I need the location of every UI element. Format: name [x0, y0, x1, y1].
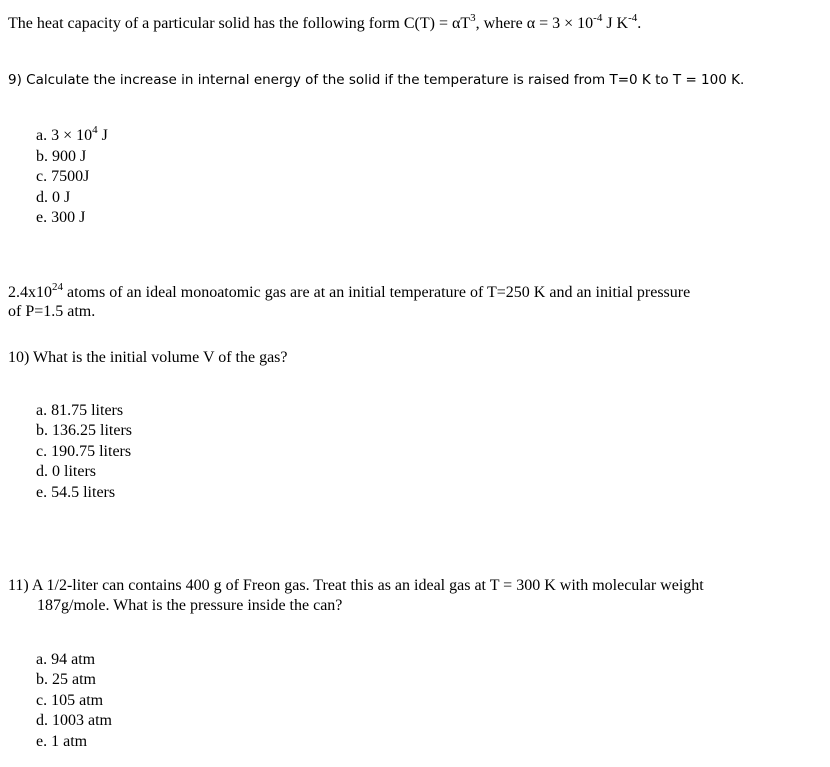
gas-line1-sup: 24 — [52, 281, 63, 293]
gas-line1-post: atoms of an ideal monoatomic gas are at an initial temperature of T=250 K and an initial pressure — [63, 284, 691, 301]
q11-option-a[interactable]: a. 94 atm — [36, 651, 96, 668]
gas-paragraph-line2: of P=1.5 atm. — [8, 303, 96, 320]
intro-exp-c: -4 — [628, 12, 638, 24]
q9-option-a[interactable] — [36, 126, 108, 147]
q9-option-a-sup: 4 — [92, 124, 98, 136]
q9-option-a-post: J — [97, 127, 108, 144]
intro-part-b: , where α = 3 × 10 — [475, 15, 594, 32]
intro-exp-a: 3 — [470, 12, 476, 24]
question-10: 10) What is the initial volume V of the gas? — [8, 349, 288, 366]
q11-option-b[interactable]: b. 25 atm — [36, 671, 96, 688]
q9-option-b[interactable]: b. 900 J — [36, 148, 87, 165]
q10-option-c[interactable]: c. 190.75 liters — [36, 443, 132, 460]
intro-part-a: The heat capacity of a particular solid has the following form C(T) = αT — [8, 15, 471, 32]
intro-text — [8, 14, 641, 35]
intro-exp-b: -4 — [593, 12, 603, 24]
q10-option-d[interactable]: d. 0 liters — [36, 463, 96, 480]
question-11-line1: 11) A 1/2-liter can contains 400 g of Freon gas. Treat this as an ideal gas at T = 300 K with molecular weight — [8, 577, 704, 594]
q10-option-b[interactable]: b. 136.25 liters — [36, 422, 132, 439]
q9-option-a-pre: a. 3 × 10 — [36, 127, 93, 144]
q11-option-d[interactable]: d. 1003 atm — [36, 712, 112, 729]
q9-option-d[interactable]: d. 0 J — [36, 189, 71, 206]
q9-option-e[interactable]: e. 300 J — [36, 209, 86, 226]
q10-option-e[interactable]: e. 54.5 liters — [36, 484, 116, 501]
q9-option-c[interactable]: c. 7500J — [36, 168, 90, 185]
q11-option-e[interactable]: e. 1 atm — [36, 733, 88, 750]
intro-part-c: J K — [602, 15, 629, 32]
gas-paragraph-line1 — [8, 283, 690, 304]
intro-part-d: . — [637, 15, 642, 32]
gas-line1-pre: 2.4x10 — [8, 284, 52, 301]
question-11-line2: 187g/mole. What is the pressure inside the can? — [37, 597, 343, 614]
q10-option-a[interactable]: a. 81.75 liters — [36, 402, 124, 419]
q11-option-c[interactable]: c. 105 atm — [36, 692, 104, 709]
question-9: 9) Calculate the increase in internal energy of the solid if the temperature is raised from T=0 K to T = 100 K. — [8, 72, 745, 88]
